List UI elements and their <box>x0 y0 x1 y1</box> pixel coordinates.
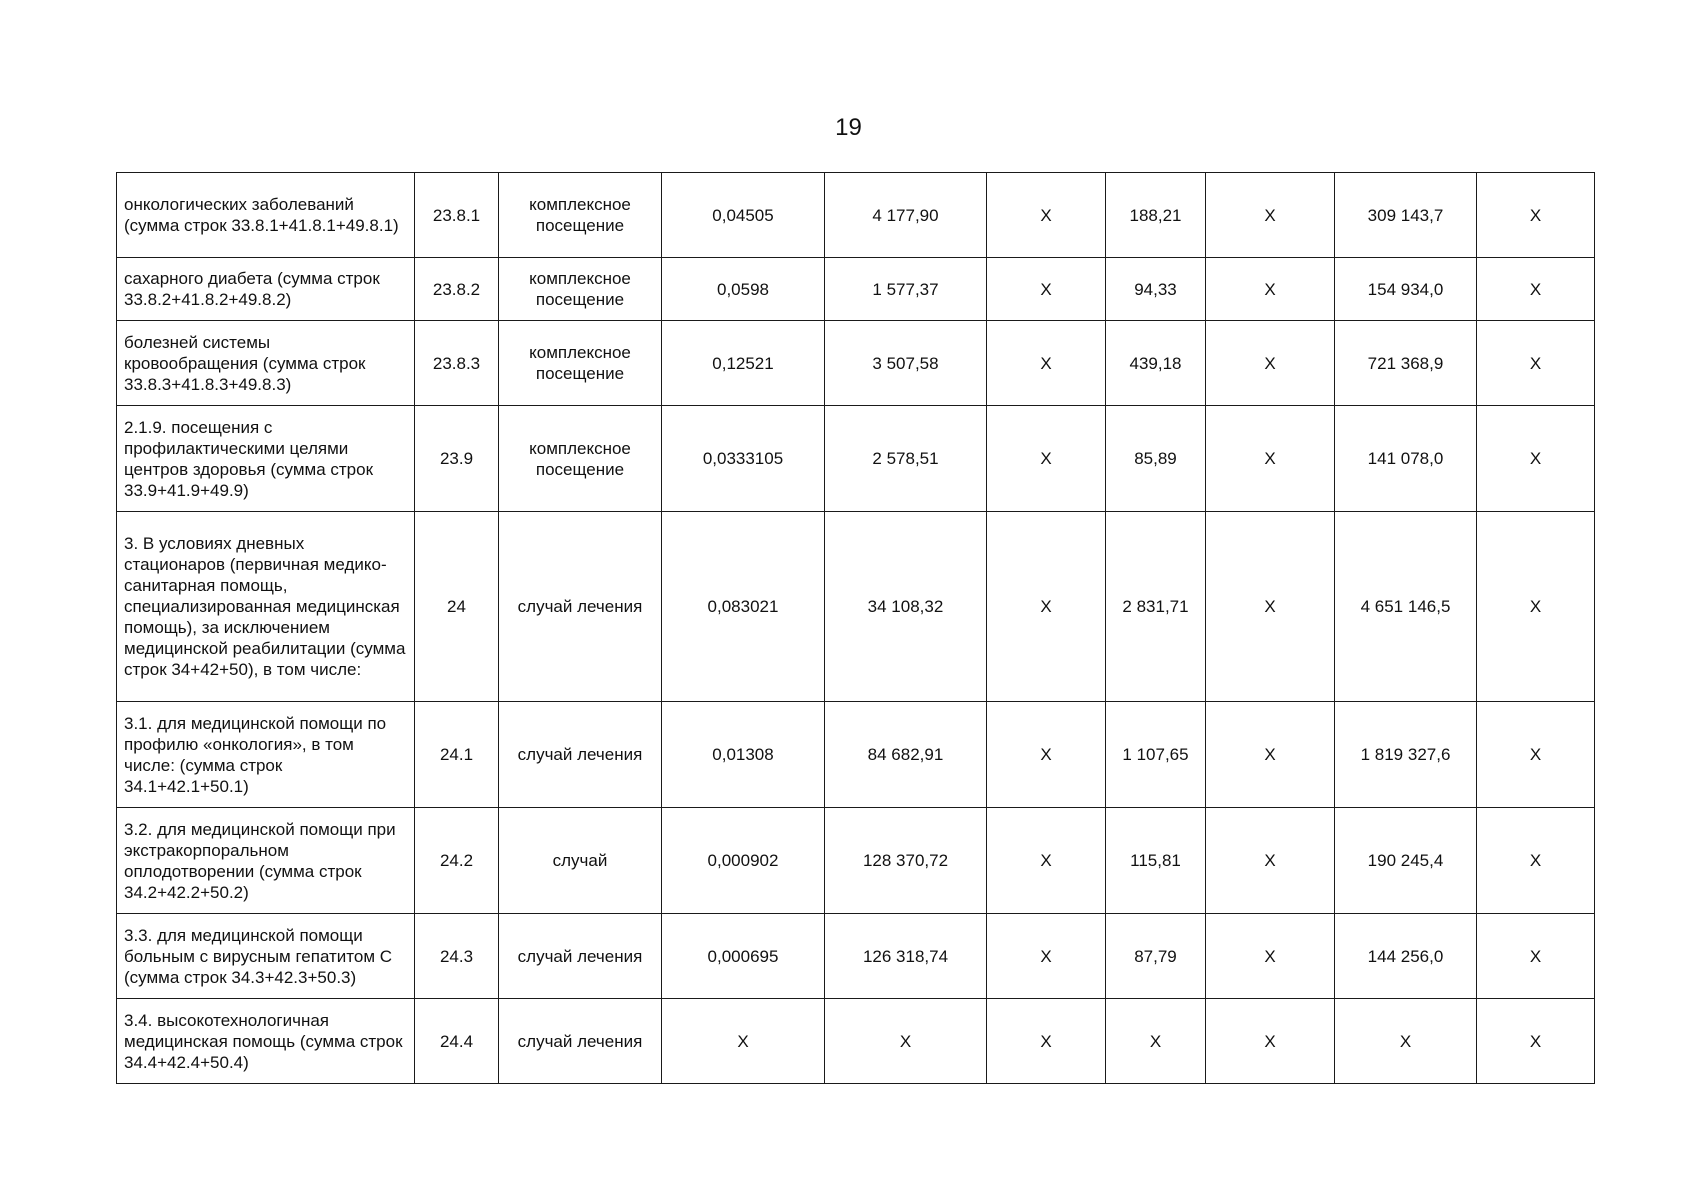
cell-name: 3.1. для медицинской помощи по профилю «онкология», в том числе: (сумма строк 34.1+42.1+50.1) <box>117 702 415 808</box>
cell-c7: 115,81 <box>1106 808 1206 914</box>
cell-c6: X <box>987 702 1106 808</box>
cell-c9: 309 143,7 <box>1335 173 1477 258</box>
cell-c6: X <box>987 258 1106 321</box>
cell-c10: X <box>1477 406 1595 512</box>
table-row <box>117 406 1595 512</box>
cell-c10: X <box>1477 258 1595 321</box>
table-row <box>117 999 1595 1084</box>
cell-c9: 141 078,0 <box>1335 406 1477 512</box>
cell-c7: 87,79 <box>1106 914 1206 999</box>
cell-c7: 439,18 <box>1106 321 1206 406</box>
cell-unit: случай лечения <box>499 512 662 702</box>
table-row <box>117 173 1595 258</box>
cell-name: 3.3. для медицинской помощи больным с вирусным гепатитом С (сумма строк 34.3+42.3+50.3) <box>117 914 415 999</box>
cell-c5: 1 577,37 <box>825 258 987 321</box>
cell-c8: X <box>1206 914 1335 999</box>
cell-code: 23.9 <box>415 406 499 512</box>
cell-c6: X <box>987 321 1106 406</box>
cell-name: 3.4. высокотехнологичная медицинская помощь (сумма строк 34.4+42.4+50.4) <box>117 999 415 1084</box>
cell-c7: 85,89 <box>1106 406 1206 512</box>
table-row <box>117 914 1595 999</box>
cell-c7: X <box>1106 999 1206 1084</box>
cell-c6: X <box>987 406 1106 512</box>
cell-c10: X <box>1477 808 1595 914</box>
cell-c4: 0,0598 <box>662 258 825 321</box>
cell-code: 24.3 <box>415 914 499 999</box>
cell-name: 3.2. для медицинской помощи при экстракорпоральном оплодотворении (сумма строк 34.2+42.2+50.2) <box>117 808 415 914</box>
cell-unit: комплексное посещение <box>499 173 662 258</box>
cell-c10: X <box>1477 321 1595 406</box>
cell-c6: X <box>987 512 1106 702</box>
cell-c9: X <box>1335 999 1477 1084</box>
cell-c4: 0,12521 <box>662 321 825 406</box>
cell-c5: 126 318,74 <box>825 914 987 999</box>
cell-c4: 0,01308 <box>662 702 825 808</box>
cell-code: 24.1 <box>415 702 499 808</box>
cell-c8: X <box>1206 321 1335 406</box>
cell-c9: 4 651 146,5 <box>1335 512 1477 702</box>
cell-c6: X <box>987 999 1106 1084</box>
cell-c6: X <box>987 173 1106 258</box>
cell-c5: 34 108,32 <box>825 512 987 702</box>
cell-c10: X <box>1477 702 1595 808</box>
cell-unit: комплексное посещение <box>499 258 662 321</box>
cell-c8: X <box>1206 808 1335 914</box>
cell-name: болезней системы кровообращения (сумма строк 33.8.3+41.8.3+49.8.3) <box>117 321 415 406</box>
cell-unit: комплексное посещение <box>499 406 662 512</box>
cell-name: сахарного диабета (сумма строк 33.8.2+41.8.2+49.8.2) <box>117 258 415 321</box>
cell-c4: X <box>662 999 825 1084</box>
cell-c7: 2 831,71 <box>1106 512 1206 702</box>
cell-c9: 154 934,0 <box>1335 258 1477 321</box>
cell-code: 23.8.3 <box>415 321 499 406</box>
page-number: 19 <box>835 114 862 141</box>
cell-unit: случай лечения <box>499 914 662 999</box>
cell-name: 2.1.9. посещения с профилактическими целями центров здоровья (сумма строк 33.9+41.9+49.9) <box>117 406 415 512</box>
table-row <box>117 702 1595 808</box>
table-row <box>117 512 1595 702</box>
cell-c9: 721 368,9 <box>1335 321 1477 406</box>
cell-code: 23.8.1 <box>415 173 499 258</box>
cell-unit: случай <box>499 808 662 914</box>
cell-c5: X <box>825 999 987 1084</box>
cell-c4: 0,04505 <box>662 173 825 258</box>
cell-c9: 190 245,4 <box>1335 808 1477 914</box>
cell-c8: X <box>1206 406 1335 512</box>
cell-c10: X <box>1477 173 1595 258</box>
cell-c4: 0,0333105 <box>662 406 825 512</box>
cell-c5: 3 507,58 <box>825 321 987 406</box>
cell-code: 24.4 <box>415 999 499 1084</box>
cell-c6: X <box>987 914 1106 999</box>
cell-c10: X <box>1477 914 1595 999</box>
cell-c7: 188,21 <box>1106 173 1206 258</box>
data-table <box>116 172 1595 1084</box>
cell-c8: X <box>1206 258 1335 321</box>
cell-c10: X <box>1477 512 1595 702</box>
cell-c8: X <box>1206 173 1335 258</box>
cell-code: 24 <box>415 512 499 702</box>
cell-c4: 0,000902 <box>662 808 825 914</box>
cell-c10: X <box>1477 999 1595 1084</box>
cell-unit: случай лечения <box>499 999 662 1084</box>
cell-c5: 4 177,90 <box>825 173 987 258</box>
cell-c4: 0,083021 <box>662 512 825 702</box>
cell-c9: 144 256,0 <box>1335 914 1477 999</box>
cell-code: 23.8.2 <box>415 258 499 321</box>
cell-unit: случай лечения <box>499 702 662 808</box>
cell-code: 24.2 <box>415 808 499 914</box>
cell-c7: 94,33 <box>1106 258 1206 321</box>
cell-c4: 0,000695 <box>662 914 825 999</box>
cell-c6: X <box>987 808 1106 914</box>
cell-c9: 1 819 327,6 <box>1335 702 1477 808</box>
cell-unit: комплексное посещение <box>499 321 662 406</box>
cell-c5: 2 578,51 <box>825 406 987 512</box>
cell-c5: 128 370,72 <box>825 808 987 914</box>
table-row <box>117 258 1595 321</box>
table-row <box>117 321 1595 406</box>
cell-name: 3. В условиях дневных стационаров (первичная медико-санитарная помощь, специализированная медицинская помощь), за исключением медицинской реабилитации (сумма строк 34+42+50), в том числе: <box>117 512 415 702</box>
cell-c8: X <box>1206 512 1335 702</box>
cell-c8: X <box>1206 702 1335 808</box>
table-row <box>117 808 1595 914</box>
cell-c8: X <box>1206 999 1335 1084</box>
cell-c7: 1 107,65 <box>1106 702 1206 808</box>
cell-name: онкологических заболеваний (сумма строк 33.8.1+41.8.1+49.8.1) <box>117 173 415 258</box>
cell-c5: 84 682,91 <box>825 702 987 808</box>
